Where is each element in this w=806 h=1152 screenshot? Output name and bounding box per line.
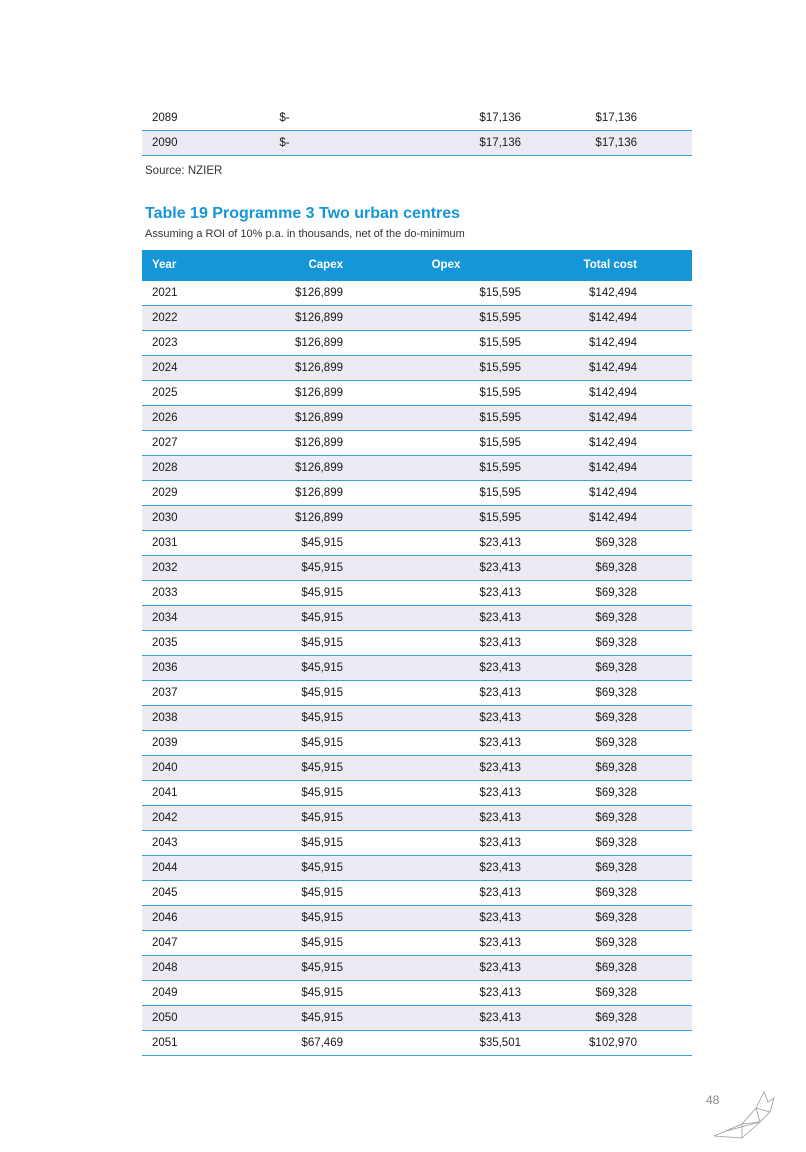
- year-cell: 2041: [142, 781, 212, 806]
- header-year: Year: [142, 250, 212, 281]
- capex-cell: $45,915: [212, 881, 357, 906]
- table-row: [142, 331, 692, 356]
- year-cell: 2047: [142, 931, 212, 956]
- total-cell: $69,328: [535, 656, 692, 681]
- year-cell: 2027: [142, 431, 212, 456]
- opex-cell: $35,501: [357, 1031, 535, 1056]
- capex-cell: $45,915: [212, 556, 357, 581]
- page-number: 48: [706, 1093, 720, 1107]
- opex-cell: $15,595: [357, 481, 535, 506]
- opex-cell: $23,413: [357, 781, 535, 806]
- total-cell: $142,494: [535, 431, 692, 456]
- year-cell: 2021: [142, 281, 212, 306]
- origami-bird-logo-icon: [712, 1088, 776, 1140]
- total-cell: $69,328: [535, 806, 692, 831]
- opex-cell: $15,595: [357, 406, 535, 431]
- table-row: [142, 731, 692, 756]
- table-row: [142, 756, 692, 781]
- table-row: [142, 481, 692, 506]
- opex-cell: $15,595: [357, 306, 535, 331]
- table-row: [142, 806, 692, 831]
- year-cell: 2030: [142, 506, 212, 531]
- capex-cell: $67,469: [212, 1031, 357, 1056]
- capex-cell: $45,915: [212, 931, 357, 956]
- capex-cell: $126,899: [212, 331, 357, 356]
- year-cell: 2026: [142, 406, 212, 431]
- year-cell: 2031: [142, 531, 212, 556]
- year-cell: 2045: [142, 881, 212, 906]
- year-cell: 2038: [142, 706, 212, 731]
- capex-cell: $126,899: [212, 406, 357, 431]
- capex-cell: $45,915: [212, 731, 357, 756]
- table-row: [142, 556, 692, 581]
- table-row: [142, 531, 692, 556]
- total-cell: $142,494: [535, 356, 692, 381]
- table-row: [142, 456, 692, 481]
- header-opex: Opex: [357, 250, 535, 281]
- header-total-cost: Total cost: [535, 250, 692, 281]
- total-cell: $69,328: [535, 556, 692, 581]
- opex-cell: $23,413: [357, 881, 535, 906]
- year-cell: 2048: [142, 956, 212, 981]
- opex-cell: $23,413: [357, 981, 535, 1006]
- opex-cell: $23,413: [357, 731, 535, 756]
- total-cell: $69,328: [535, 731, 692, 756]
- capex-cell: $-: [212, 106, 357, 131]
- table-row: [142, 306, 692, 331]
- continued-table-body: [142, 106, 692, 156]
- total-cell: $69,328: [535, 631, 692, 656]
- year-cell: 2025: [142, 381, 212, 406]
- capex-cell: $126,899: [212, 281, 357, 306]
- table-row: [142, 631, 692, 656]
- table-body: [142, 281, 692, 1056]
- capex-cell: $45,915: [212, 756, 357, 781]
- capex-cell: $126,899: [212, 356, 357, 381]
- header-row: [142, 250, 692, 281]
- continued-table: [142, 106, 692, 156]
- capex-cell: $126,899: [212, 456, 357, 481]
- opex-cell: $23,413: [357, 756, 535, 781]
- year-cell: 2037: [142, 681, 212, 706]
- table-row: [142, 606, 692, 631]
- cost-table: [142, 250, 692, 1056]
- year-cell: 2089: [142, 106, 212, 131]
- table-row: [142, 431, 692, 456]
- opex-cell: $15,595: [357, 356, 535, 381]
- table-row: [142, 956, 692, 981]
- capex-cell: $126,899: [212, 506, 357, 531]
- table-row: [142, 281, 692, 306]
- total-cell: $142,494: [535, 331, 692, 356]
- year-cell: 2022: [142, 306, 212, 331]
- opex-cell: $23,413: [357, 681, 535, 706]
- capex-cell: $45,915: [212, 656, 357, 681]
- year-cell: 2050: [142, 1006, 212, 1031]
- table-row: [142, 906, 692, 931]
- capex-cell: $45,915: [212, 1006, 357, 1031]
- table-row: [142, 656, 692, 681]
- table-row: [142, 506, 692, 531]
- opex-cell: $23,413: [357, 631, 535, 656]
- header-capex: Capex: [212, 250, 357, 281]
- year-cell: 2046: [142, 906, 212, 931]
- year-cell: 2043: [142, 831, 212, 856]
- total-cell: $17,136: [535, 131, 692, 156]
- total-cell: $69,328: [535, 531, 692, 556]
- opex-cell: $15,595: [357, 456, 535, 481]
- total-cell: $102,970: [535, 1031, 692, 1056]
- capex-cell: $126,899: [212, 381, 357, 406]
- opex-cell: $17,136: [357, 106, 535, 131]
- table-row: [142, 981, 692, 1006]
- total-cell: $69,328: [535, 781, 692, 806]
- total-cell: $69,328: [535, 831, 692, 856]
- opex-cell: $23,413: [357, 931, 535, 956]
- capex-cell: $45,915: [212, 581, 357, 606]
- capex-cell: $126,899: [212, 431, 357, 456]
- total-cell: $69,328: [535, 981, 692, 1006]
- total-cell: $142,494: [535, 406, 692, 431]
- year-cell: 2044: [142, 856, 212, 881]
- year-cell: 2039: [142, 731, 212, 756]
- capex-cell: $126,899: [212, 306, 357, 331]
- opex-cell: $23,413: [357, 1006, 535, 1031]
- capex-cell: $45,915: [212, 781, 357, 806]
- table-row: [142, 931, 692, 956]
- opex-cell: $17,136: [357, 131, 535, 156]
- year-cell: 2029: [142, 481, 212, 506]
- total-cell: $69,328: [535, 1006, 692, 1031]
- table-row: [142, 1006, 692, 1031]
- opex-cell: $23,413: [357, 856, 535, 881]
- year-cell: 2032: [142, 556, 212, 581]
- opex-cell: $15,595: [357, 281, 535, 306]
- opex-cell: $23,413: [357, 581, 535, 606]
- total-cell: $69,328: [535, 906, 692, 931]
- total-cell: $69,328: [535, 681, 692, 706]
- year-cell: 2035: [142, 631, 212, 656]
- year-cell: 2042: [142, 806, 212, 831]
- total-cell: $69,328: [535, 956, 692, 981]
- opex-cell: $23,413: [357, 606, 535, 631]
- table-title: Table 19 Programme 3 Two urban centres: [145, 205, 461, 222]
- capex-cell: $45,915: [212, 831, 357, 856]
- table-subtitle: Assuming a ROI of 10% p.a. in thousands, net of the do-minimum: [145, 228, 465, 240]
- year-cell: 2090: [142, 131, 212, 156]
- opex-cell: $15,595: [357, 431, 535, 456]
- capex-cell: $-: [212, 131, 357, 156]
- capex-cell: $45,915: [212, 856, 357, 881]
- table-header: [142, 250, 692, 281]
- capex-cell: $45,915: [212, 531, 357, 556]
- total-cell: $142,494: [535, 281, 692, 306]
- opex-cell: $15,595: [357, 506, 535, 531]
- table-row: [142, 406, 692, 431]
- table-row: [142, 831, 692, 856]
- capex-cell: $45,915: [212, 706, 357, 731]
- year-cell: 2024: [142, 356, 212, 381]
- total-cell: $69,328: [535, 581, 692, 606]
- total-cell: $142,494: [535, 456, 692, 481]
- total-cell: $69,328: [535, 756, 692, 781]
- table-row: [142, 681, 692, 706]
- year-cell: 2028: [142, 456, 212, 481]
- opex-cell: $23,413: [357, 831, 535, 856]
- opex-cell: $23,413: [357, 531, 535, 556]
- opex-cell: $23,413: [357, 806, 535, 831]
- year-cell: 2023: [142, 331, 212, 356]
- capex-cell: $45,915: [212, 906, 357, 931]
- opex-cell: $23,413: [357, 906, 535, 931]
- capex-cell: $45,915: [212, 631, 357, 656]
- table-row: [142, 1031, 692, 1056]
- year-cell: 2040: [142, 756, 212, 781]
- total-cell: $69,328: [535, 856, 692, 881]
- table-row: [142, 856, 692, 881]
- table-row: [142, 881, 692, 906]
- capex-cell: $45,915: [212, 956, 357, 981]
- table-row: [142, 131, 692, 156]
- year-cell: 2049: [142, 981, 212, 1006]
- total-cell: $142,494: [535, 381, 692, 406]
- capex-cell: $45,915: [212, 981, 357, 1006]
- opex-cell: $23,413: [357, 956, 535, 981]
- year-cell: 2034: [142, 606, 212, 631]
- opex-cell: $23,413: [357, 556, 535, 581]
- capex-cell: $45,915: [212, 681, 357, 706]
- table-row: [142, 781, 692, 806]
- table-row: [142, 706, 692, 731]
- total-cell: $69,328: [535, 706, 692, 731]
- capex-cell: $126,899: [212, 481, 357, 506]
- total-cell: $69,328: [535, 931, 692, 956]
- opex-cell: $23,413: [357, 656, 535, 681]
- total-cell: $69,328: [535, 881, 692, 906]
- year-cell: 2051: [142, 1031, 212, 1056]
- total-cell: $142,494: [535, 506, 692, 531]
- table-row: [142, 106, 692, 131]
- total-cell: $142,494: [535, 481, 692, 506]
- opex-cell: $23,413: [357, 706, 535, 731]
- source-note: Source: NZIER: [145, 165, 223, 177]
- total-cell: $17,136: [535, 106, 692, 131]
- table-row: [142, 356, 692, 381]
- capex-cell: $45,915: [212, 806, 357, 831]
- opex-cell: $15,595: [357, 381, 535, 406]
- capex-cell: $45,915: [212, 606, 357, 631]
- table-row: [142, 581, 692, 606]
- year-cell: 2033: [142, 581, 212, 606]
- total-cell: $69,328: [535, 606, 692, 631]
- year-cell: 2036: [142, 656, 212, 681]
- total-cell: $142,494: [535, 306, 692, 331]
- opex-cell: $15,595: [357, 331, 535, 356]
- table-row: [142, 381, 692, 406]
